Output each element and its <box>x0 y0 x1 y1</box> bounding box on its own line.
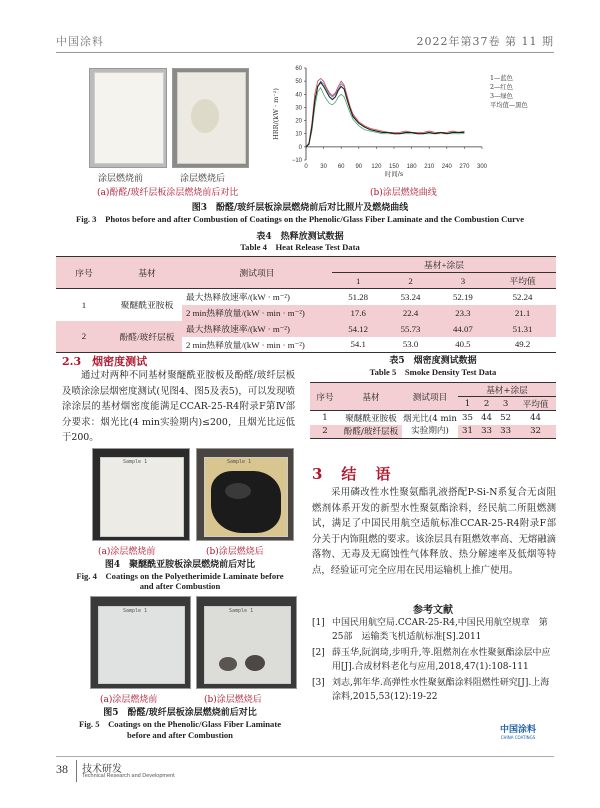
t4-h-col1: 1 <box>355 275 361 286</box>
section-3-text: 采用磷改性水性聚氨酯乳液搭配P-Si-N系复合无卤阻燃剂体系开发的新型水性聚氨酯涂料，经民航二所阻燃测试，满足了中国民用航空适航标准CCAR-25-R4附录F部分关于内饰阻燃的要求。该涂层具有阻燃效率高、无熔融滴落物、无毒及无腐蚀性气体释放、热分解速率及低烟等特点，经验证可完全应用在民用运输机上推广使用。 <box>312 487 556 576</box>
t4-r2-item2: 2 min热释放量/(kW · min · m⁻²) <box>186 339 305 350</box>
t4-cell: 22.4 <box>402 307 419 318</box>
t4-r1-no: 1 <box>81 299 87 310</box>
table5-title-cn: 表5 烟密度测试数据 <box>389 356 477 366</box>
t4-cell: 53.0 <box>402 339 419 350</box>
t4-cell: 23.3 <box>455 307 471 318</box>
t5-r2-sub: 酚醛/玻纤层板 <box>343 427 399 438</box>
t5-h-col2: 2 <box>483 398 490 409</box>
ref-text: 薛玉华,阮润琦,步明升,等.阻燃剂在水性聚氨酯涂层中应用[J].合成材料老化与应用,2018,47(1):108-111 <box>332 648 551 672</box>
x-tick-label: 240 <box>441 164 452 170</box>
fig3-sub-a: (a)酚醛/玻纤层板涂层燃烧前后对比 <box>97 188 239 198</box>
section-3-title: 3 结 语 <box>312 465 393 483</box>
logo-cn: 中国涂料 <box>500 725 537 735</box>
fig4-caption-en-1: Fig. 4 Coatings on the Polyetherimide Laminate before <box>76 571 284 581</box>
series-line-1 <box>306 81 464 147</box>
t5-cell: 52 <box>500 412 512 423</box>
t5-h-no: 序号 <box>316 392 334 403</box>
reference-item <box>312 676 556 704</box>
t4-h-group: 基材+涂层 <box>332 257 556 273</box>
t4-r2-no: 2 <box>81 331 87 342</box>
x-tick-label: 0 <box>304 164 308 170</box>
y-tick-label: 60 <box>295 66 302 72</box>
t4-cell: 54.12 <box>348 323 369 334</box>
table5 <box>310 382 556 439</box>
table4-title-en: Table 4 Heat Release Test Data <box>240 242 360 252</box>
references-title: 参考文献 <box>413 605 453 616</box>
t5-h-col4: 平均值 <box>522 399 549 410</box>
fig4-photo-before <box>92 448 190 541</box>
fig4-caption-en-2: and after Combustion <box>139 581 221 591</box>
fig3-sub-b: (b)涂层燃烧曲线 <box>370 188 437 198</box>
header-rule <box>56 52 554 53</box>
x-tick-label: 90 <box>355 164 363 170</box>
t4-h-col3: 3 <box>460 275 466 286</box>
t4-h-item: 测试项目 <box>239 268 275 278</box>
section-2-3-text: 通过对两种不同基材聚醚酰亚胺板及酚醛/玻纤层板及喷涂涂层烟密度测试(见图4、图5及表5)，可以发现喷涂涂层的基材烟密度能满足CCAR-25-R4附录F第Ⅳ部分要求：烟光比(4 min实验期内)≤200，且烟光比远低于200。 <box>62 370 295 443</box>
t5-h-sub: 基材 <box>362 392 380 403</box>
t5-r1-sub: 聚醚酰亚胺板 <box>345 413 397 424</box>
footer-column-cn: 技术研发 <box>82 764 122 775</box>
y-tick-label: 40 <box>295 92 302 99</box>
reference-item <box>312 616 556 644</box>
t4-cell: 55.73 <box>400 323 421 334</box>
fig5-caption-en-1: Fig. 5 Coatings on the Phenolic/Glass Fiber Laminate <box>78 719 282 729</box>
t4-cell: 54.1 <box>350 339 366 350</box>
t5-cell: 31 <box>462 426 473 437</box>
t4-cell: 51.31 <box>512 323 533 334</box>
y-tick-label: 10 <box>295 131 302 138</box>
fig3-photo-before <box>89 68 167 168</box>
fig3-photo-after <box>172 68 249 168</box>
fig5-photo-before <box>90 596 191 689</box>
section-2-3-title: 2.3 烟密度测试 <box>62 355 148 368</box>
legend-entry: 3—绿色 <box>490 93 513 100</box>
footer-divider <box>76 760 77 782</box>
t4-h-no: 序号 <box>75 268 93 278</box>
t5-item: 烟光比(4 min实验期内) <box>402 411 458 439</box>
logo-en: CHINA COATINGS <box>500 735 536 740</box>
fig5-caption-en-2: before and after Combustion <box>127 730 233 740</box>
t5-cell: 44 <box>481 412 493 423</box>
t4-r1-item2: 2 min热释放量/(kW · min · m⁻²) <box>186 308 305 318</box>
references-list <box>312 616 556 704</box>
t4-h-col4: 平均值 <box>509 276 536 286</box>
t4-cell: 40.5 <box>455 339 471 350</box>
journal-name: 中国涂料 <box>56 35 104 48</box>
t5-r1-no: 1 <box>322 412 328 423</box>
t4-cell: 17.6 <box>350 307 366 318</box>
t5-cell: 32 <box>530 426 542 437</box>
fig5-photo-after <box>196 596 297 689</box>
x-tick-label: 210 <box>424 164 435 170</box>
ref-number: [2] <box>312 648 325 658</box>
t4-r1-item1: 最大热释放速率/(kW · m⁻²) <box>186 292 290 303</box>
issue-info: 2022年第37卷 第 11 期 <box>416 35 554 48</box>
t5-cell: 33 <box>481 426 493 437</box>
fig5-sub-a: (a)涂层燃烧前 <box>100 695 158 705</box>
footer-column-en: Technical Research and Development <box>82 773 175 779</box>
ref-number: [1] <box>312 618 325 628</box>
t5-cell: 33 <box>500 426 512 437</box>
series-line-2 <box>306 79 464 147</box>
fig4-sample-label-a: Sample 1 <box>123 459 148 465</box>
t4-cell: 21.1 <box>514 307 531 318</box>
fig4-sub-a: (a)涂层燃烧前 <box>98 547 156 557</box>
fig3-caption-en: Fig. 3 Photos before and after Combustion of Coatings on the Phenolic/Glass Fiber Laminate and the Combustion Curve <box>75 214 525 224</box>
t5-h-group: 基材+涂层 <box>458 383 556 397</box>
t5-r2-no: 2 <box>322 426 328 437</box>
t4-cell: 44.07 <box>453 323 473 334</box>
t5-h-col1: 1 <box>464 398 471 409</box>
x-tick-label: 180 <box>406 164 417 170</box>
fig5-sub-b: (b)涂层燃烧后 <box>204 695 262 705</box>
x-tick-label: 270 <box>459 164 470 170</box>
series-line-平均值 <box>306 82 464 146</box>
t4-cell: 53.24 <box>400 291 421 302</box>
ref-text: 中国民用航空局.CCAR-25-R4,中国民用航空规章 第25部 运输类飞机适航标准[S].2011 <box>332 618 548 642</box>
t5-cell: 44 <box>530 412 542 423</box>
legend-entry: 1—蓝色 <box>490 75 513 82</box>
ref-number: [3] <box>312 678 325 688</box>
x-tick-label: 150 <box>388 164 400 170</box>
t4-h-col2: 2 <box>408 275 413 286</box>
fig5-sample-label-b: Sample 1 <box>229 608 254 614</box>
t4-r2-sub: 酚醛/玻纤层板 <box>119 331 175 342</box>
t4-cell: 49.2 <box>514 339 531 350</box>
fig3-caption-cn: 图3 酚醛/玻纤层板涂层燃烧前后对比照片及燃烧曲线 <box>191 203 409 213</box>
t4-r1-sub: 聚醚酰亚胺板 <box>120 300 174 311</box>
y-tick-label: 0 <box>298 144 302 151</box>
fig4-caption-cn: 图4 聚醚酰亚胺板涂层燃烧前后对比 <box>104 560 256 570</box>
x-tick-label: 120 <box>371 164 382 170</box>
t4-cell: 52.24 <box>512 291 533 302</box>
legend-entry: 平均值—黑色 <box>490 102 528 109</box>
t5-cell: 35 <box>462 412 473 423</box>
page-number: 38 <box>56 762 68 776</box>
y-tick-label: 20 <box>295 118 302 125</box>
fig3-hrr-chart <box>268 62 554 180</box>
table5-title-en: Table 5 Smoke Density Test Data <box>369 367 497 377</box>
legend-entry: 2—红色 <box>490 84 513 91</box>
x-tick-label: 60 <box>337 164 345 170</box>
t4-cell: 51.28 <box>348 291 369 302</box>
journal-logo <box>500 722 536 740</box>
y-tick-label: −10 <box>291 158 302 164</box>
t5-h-col3: 3 <box>502 398 509 409</box>
t5-h-item: 测试项目 <box>412 392 448 403</box>
y-tick-label: 50 <box>295 79 302 86</box>
fig3-after-label: 涂层燃烧后 <box>180 174 226 184</box>
fig5-caption-cn: 图5 酚醛/玻纤层板涂层燃烧前后对比 <box>103 708 257 718</box>
ref-text: 刘志,郭年华.高弹性水性聚氨酯涂料阻燃性研究[J].上海涂料,2015,53(12):19-22 <box>332 678 550 702</box>
t4-r2-item1: 最大热释放速率/(kW · m⁻²) <box>186 324 290 334</box>
fig4-sample-label-b: Sample 1 <box>227 459 252 465</box>
x-axis-label: 时间/s <box>384 170 404 178</box>
fig4-photo-after <box>196 448 294 541</box>
y-axis-label: HRR/(kW · m⁻²) <box>272 88 280 140</box>
t4-h-sub: 基材 <box>138 268 156 278</box>
footer-rule <box>56 756 554 757</box>
y-tick-label: 30 <box>295 105 302 112</box>
fig3-before-label: 涂层燃烧前 <box>98 174 144 184</box>
x-tick-label: 300 <box>476 164 488 170</box>
reference-item <box>312 646 556 674</box>
fig5-sample-label-a: Sample 1 <box>123 608 148 614</box>
fig4-sub-b: (b)涂层燃烧后 <box>206 547 264 557</box>
table4 <box>56 256 556 353</box>
x-tick-label: 30 <box>320 164 327 170</box>
table4-title-cn: 表4 热释放测试数据 <box>256 232 344 242</box>
t4-cell: 52.19 <box>453 291 473 302</box>
